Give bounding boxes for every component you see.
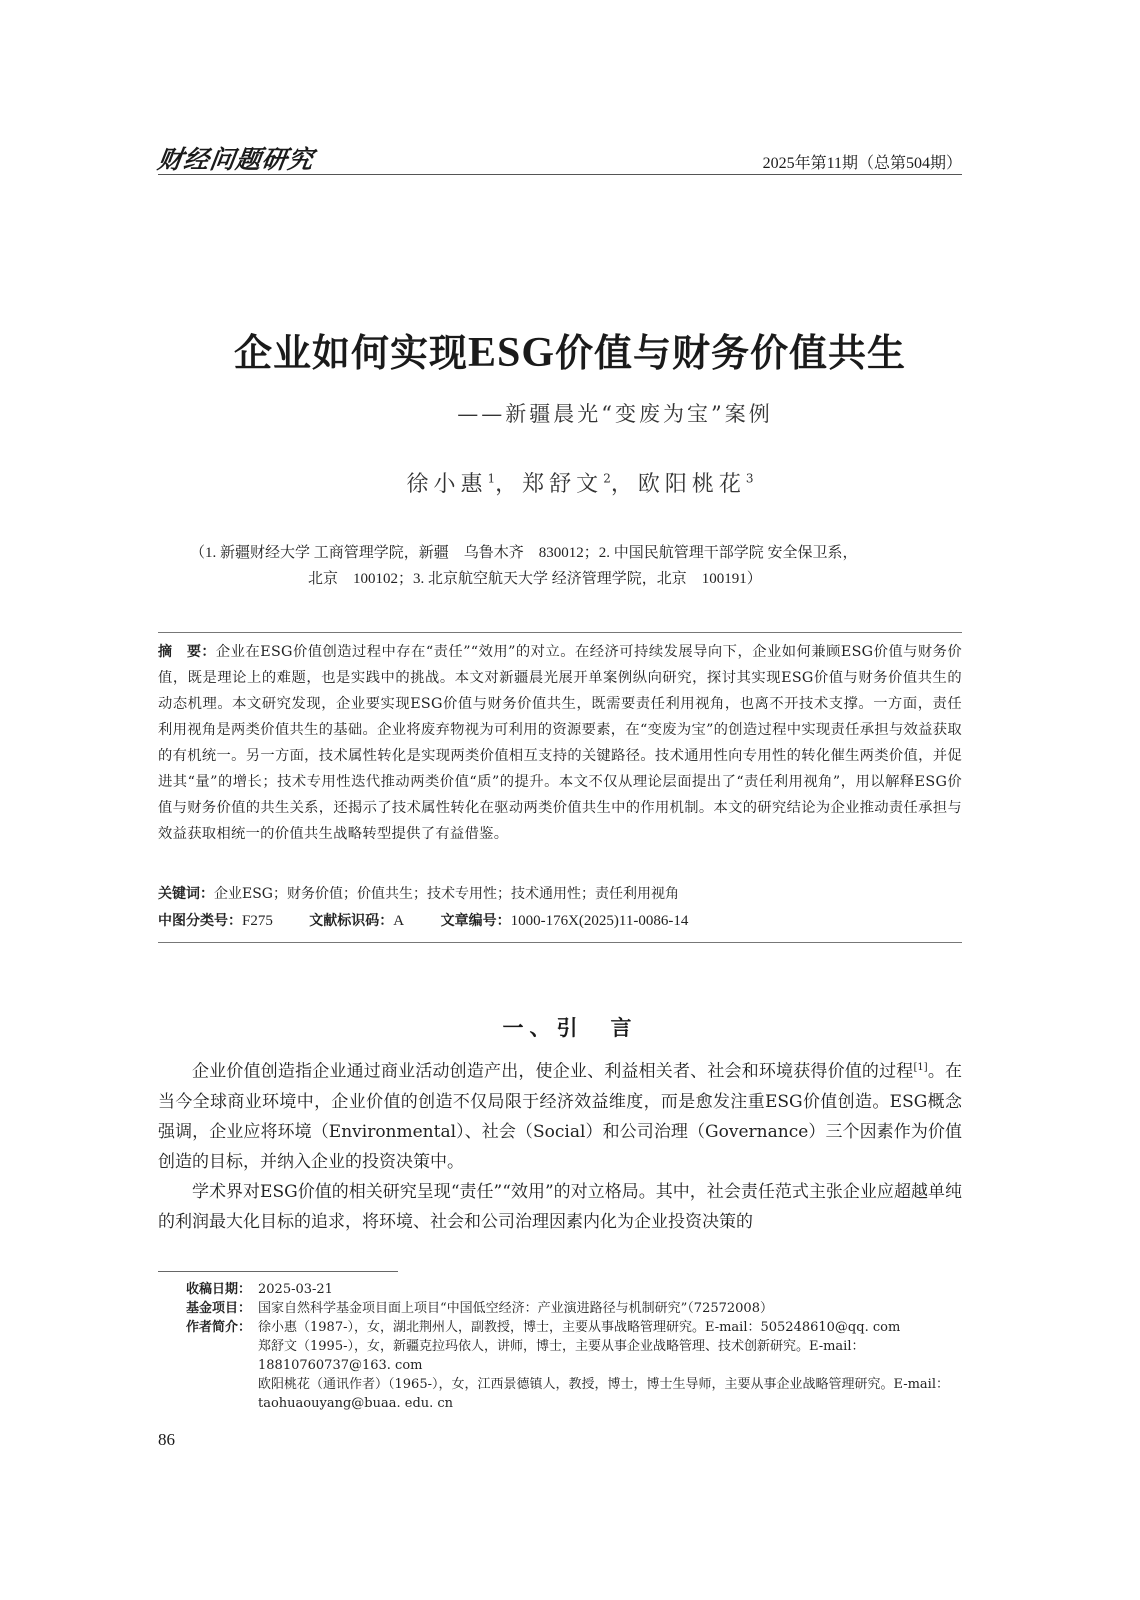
paragraph [158, 1053, 962, 1177]
footnote-bio [186, 1318, 966, 1413]
author-affil-marker: 2 [603, 471, 611, 486]
article-no-label: 文章编号： [440, 913, 511, 929]
abstract-label: 摘 要： [158, 644, 216, 660]
affiliations [190, 540, 970, 592]
abstract [158, 639, 962, 847]
running-header [155, 140, 962, 175]
received-label: 收稿日期： [186, 1282, 252, 1297]
doc-code-label: 文献标识码： [309, 913, 394, 929]
article-subtitle: ——新疆晨光“变废为宝”案例 [457, 402, 773, 426]
footnote-received [186, 1280, 966, 1299]
journal-logo: 财经问题研究 [155, 145, 316, 174]
clc-value: F275 [242, 913, 273, 929]
affiliation-line: 北京 100102；3. 北京航空航天大学 经济管理学院，北京 100191） [308, 571, 762, 587]
author-bio: 徐小惠（1987-），女，湖北荆州人，副教授，博士，主要从事战略管理研究。E-mail：505248610@qq. com [258, 1320, 901, 1335]
title-part2: 价值与财务价值共生 [555, 331, 907, 375]
received-value: 2025-03-21 [258, 1282, 333, 1297]
fund-value: 国家自然科学基金项目面上项目“中国低空经济：产业演进路径与机制研究”（72572008） [258, 1301, 773, 1316]
keywords [158, 883, 679, 903]
paragraph: 学术界对ESG价值的相关研究呈现“责任”“效用”的对立格局。其中，社会责任范式主张企业应超越单纯的利润最大化目标的追求，将环境、社会和公司治理因素内化为企业投资决策的 [158, 1181, 962, 1232]
page-number: 86 [158, 1430, 175, 1449]
title-esg: ESG [467, 330, 556, 376]
fund-label: 基金项目： [186, 1301, 252, 1316]
keywords-value: 企业ESG；财务价值；价值共生；技术专用性；技术通用性；责任利用视角 [214, 886, 679, 902]
body-text [158, 1053, 962, 1237]
abstract-block [158, 632, 962, 943]
keywords-label: 关键词： [158, 886, 214, 902]
author-affil-marker: 1 [487, 471, 496, 486]
paragraph-text: 。在当今全球商业环境中，企业价值的创造不仅局限于经济效益维度，而是愈发注重ESG价值创造。ESG概念强调，企业应将环境（Environmental）、社会（Social）和公司治理（Governance）三个因素作为价值创造的目标，并纳入企业的投资决策中。 [158, 1061, 963, 1172]
citation-ref[interactable]: [1] [913, 1062, 928, 1073]
author-list: 徐小惠$^1$，郑舒文$^2$，欧阳桃花$^3$ [406, 471, 754, 497]
footnotes [186, 1280, 966, 1413]
author-bio: 欧阳桃花（通讯作者）（1965-），女，江西景德镇人，教授，博士，博士生导师，主要从事企业战略管理研究。E-mail：taohuaouyang@buaa. edu. cn [258, 1377, 949, 1411]
footnote-divider [158, 1271, 398, 1272]
clc-label: 中图分类号： [158, 913, 242, 929]
bio-label: 作者简介： [186, 1320, 252, 1335]
classification-info [158, 910, 720, 930]
author-name: 欧阳桃花 [637, 472, 746, 497]
article-no-value: 1000-176X(2025)11-0086-14 [510, 913, 689, 929]
doc-code-value: A [393, 913, 405, 929]
section-heading: 一、引 言 [502, 1016, 638, 1040]
affiliation-line: （1. 新疆财经大学 工商管理学院，新疆 乌鲁木齐 830012；2. 中国民航管理干部学院 安全保卫系， [190, 545, 858, 561]
author-bio: 郑舒文（1995-），女，新疆克拉玛依人，讲师，博士，主要从事企业战略管理、技术创新研究。E-mail：18810760737@163. com [258, 1339, 865, 1373]
abstract-text: 企业在ESG价值创造过程中存在“责任”“效用”的对立。在经济可持续发展导向下，企业如何兼顾ESG价值与财务价值，既是理论上的难题，也是实践中的挑战。本文对新疆晨光展开单案例纵向研究，探讨其实现ESG价值与财务价值共生的动态机理。本文研究发现，企业要实现ESG价值与财务价值共生，既需要责任利用视角，也离不开技术支撑。一方面，责任利用视角是两类价值共生的基础。企业将废弃物视为可利用的资源要素，在“变废为宝”的创造过程中实现责任承担与效益获取的有机统一。另一方面，技术属性转化是实现两类价值相互支持的关键路径。技术通用性向专用性的转化催生两类价值，并促进其“量”的增长；技术专用性迭代推动两类价值“质”的提升。本文不仅从理论层面提出了“责任利用视角”，用以解释ESG价值与财务价值的共生关系，还揭示了技术属性转化在驱动两类价值共生中的作用机制。本文的研究结论为企业推动责任承担与效益获取相统一的价值共生战略转型提供了有益借鉴。 [158, 644, 963, 842]
title-part1: 企业如何实现 [233, 331, 468, 375]
article-title [0, 322, 1140, 377]
footnote-fund [186, 1299, 966, 1318]
author-name: 郑舒文 [522, 472, 604, 497]
author-affil-marker: 3 [745, 471, 754, 486]
paragraph-text: 企业价值创造指企业通过商业活动创造产出，使企业、利益相关者、社会和环境获得价值的过程 [192, 1061, 914, 1082]
issue-info: 2025年第11期（总第504期） [762, 155, 962, 172]
author-name: 徐小惠 [406, 472, 488, 497]
